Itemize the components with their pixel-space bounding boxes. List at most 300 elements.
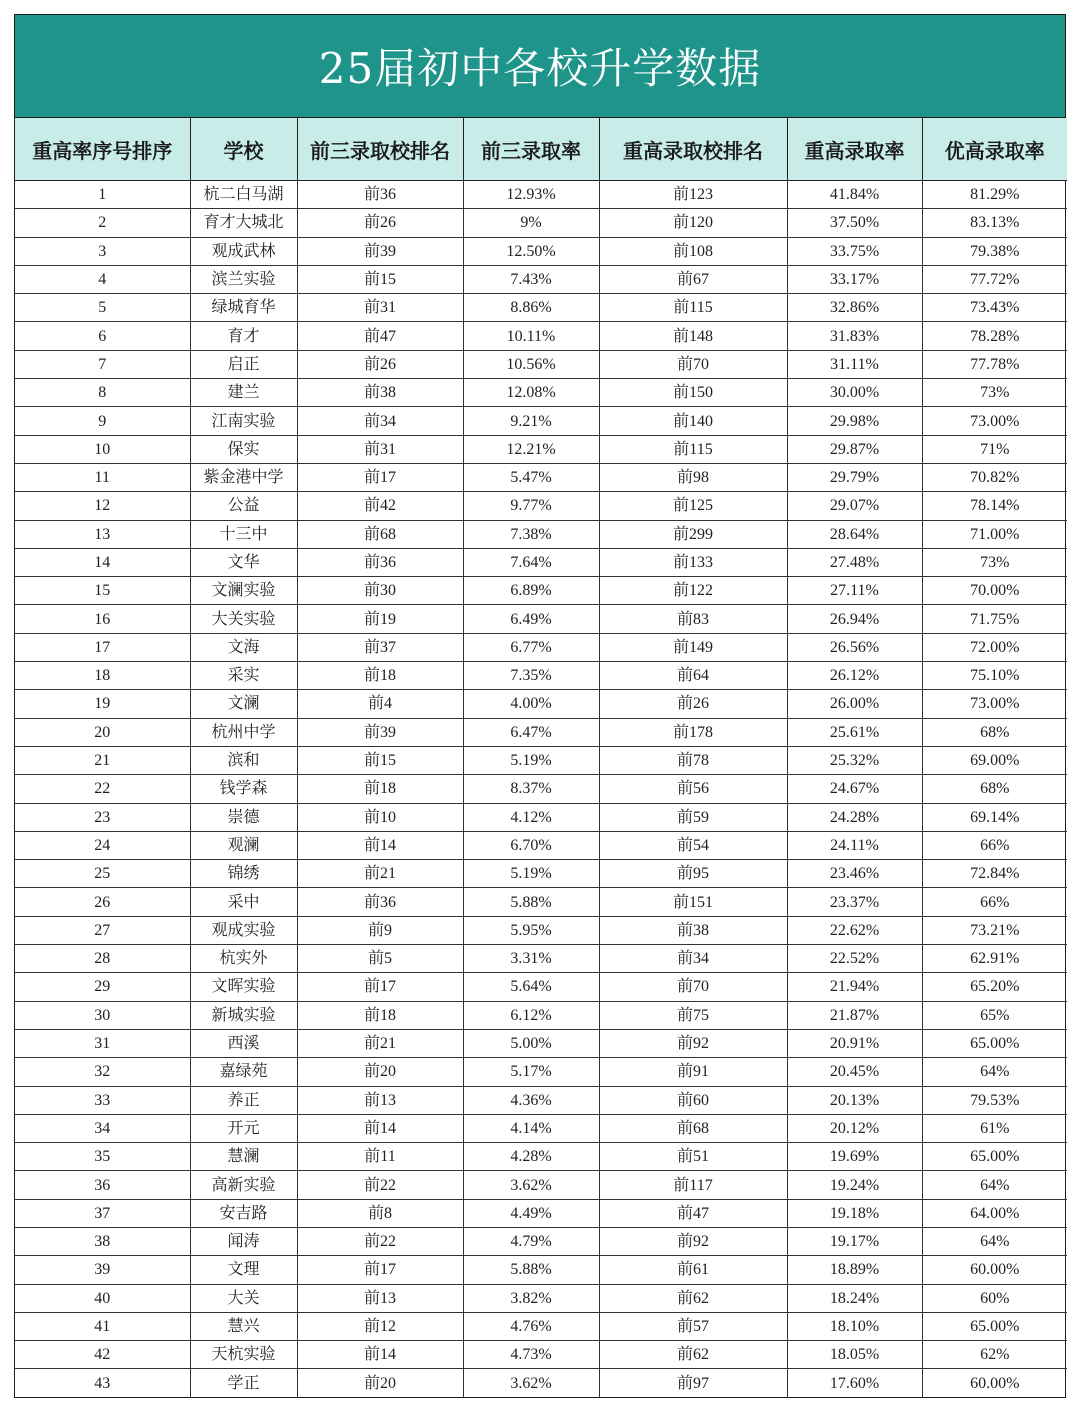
table-row [15, 1227, 1067, 1255]
table-body [15, 181, 1067, 1397]
school-cell: 江南实验 [190, 407, 297, 435]
data-sheet [14, 14, 1066, 1398]
top3-rank-cell: 前21 [297, 1029, 463, 1057]
top3-rank-cell: 前31 [297, 294, 463, 322]
top3-rate-cell: 12.93% [463, 181, 599, 209]
table-header [15, 118, 1067, 181]
top3-rate-cell: 3.62% [463, 1369, 599, 1397]
key-rank-cell: 前67 [599, 265, 787, 293]
rank-cell: 24 [15, 831, 190, 859]
school-cell: 文理 [190, 1256, 297, 1284]
school-cell: 紫金港中学 [190, 463, 297, 491]
key-rank-cell: 前97 [599, 1369, 787, 1397]
top3-rank-cell: 前17 [297, 973, 463, 1001]
key-rate-cell: 24.28% [787, 803, 922, 831]
key-rank-cell: 前115 [599, 435, 787, 463]
header-row [15, 118, 1067, 181]
top3-rank-cell: 前38 [297, 379, 463, 407]
key-rank-cell: 前123 [599, 181, 787, 209]
school-cell: 观成武林 [190, 237, 297, 265]
table-row [15, 1143, 1067, 1171]
good-rate-cell: 62.91% [922, 945, 1067, 973]
rank-cell: 43 [15, 1369, 190, 1397]
top3-rank-cell: 前8 [297, 1199, 463, 1227]
rank-cell: 9 [15, 407, 190, 435]
rank-cell: 21 [15, 746, 190, 774]
top3-rank-cell: 前21 [297, 860, 463, 888]
good-rate-cell: 69.14% [922, 803, 1067, 831]
key-rank-cell: 前68 [599, 1114, 787, 1142]
top3-rank-cell: 前19 [297, 605, 463, 633]
rank-cell: 30 [15, 1001, 190, 1029]
top3-rank-cell: 前26 [297, 209, 463, 237]
school-cell: 公益 [190, 492, 297, 520]
key-rank-cell: 前60 [599, 1086, 787, 1114]
table-row [15, 294, 1067, 322]
key-rank-cell: 前178 [599, 718, 787, 746]
good-rate-cell: 65% [922, 1001, 1067, 1029]
table-row [15, 860, 1067, 888]
table-row [15, 690, 1067, 718]
rank-cell: 3 [15, 237, 190, 265]
table-row [15, 1312, 1067, 1340]
good-rate-cell: 71% [922, 435, 1067, 463]
top3-rank-cell: 前4 [297, 690, 463, 718]
top3-rank-cell: 前14 [297, 1114, 463, 1142]
key-rate-cell: 28.64% [787, 520, 922, 548]
rank-cell: 36 [15, 1171, 190, 1199]
key-rank-cell: 前108 [599, 237, 787, 265]
top3-rank-cell: 前42 [297, 492, 463, 520]
school-cell: 天杭实验 [190, 1341, 297, 1369]
good-rate-cell: 65.00% [922, 1029, 1067, 1057]
table-row [15, 1114, 1067, 1142]
key-rate-cell: 21.87% [787, 1001, 922, 1029]
key-rank-cell: 前92 [599, 1227, 787, 1255]
rank-cell: 4 [15, 265, 190, 293]
table-row [15, 350, 1067, 378]
key-rate-cell: 23.37% [787, 888, 922, 916]
key-rank-cell: 前151 [599, 888, 787, 916]
school-cell: 安吉路 [190, 1199, 297, 1227]
key-rate-cell: 32.86% [787, 294, 922, 322]
top3-rate-cell: 7.43% [463, 265, 599, 293]
top3-rank-cell: 前34 [297, 407, 463, 435]
good-rate-cell: 73.21% [922, 916, 1067, 944]
key-rate-cell: 17.60% [787, 1369, 922, 1397]
key-rate-cell: 30.00% [787, 379, 922, 407]
top3-rank-cell: 前9 [297, 916, 463, 944]
table-row [15, 435, 1067, 463]
school-cell: 建兰 [190, 379, 297, 407]
top3-rank-cell: 前13 [297, 1284, 463, 1312]
top3-rate-cell: 12.50% [463, 237, 599, 265]
school-cell: 杭州中学 [190, 718, 297, 746]
top3-rate-cell: 4.79% [463, 1227, 599, 1255]
school-cell: 滨和 [190, 746, 297, 774]
key-rate-cell: 33.75% [787, 237, 922, 265]
key-rate-cell: 31.11% [787, 350, 922, 378]
good-rate-cell: 62% [922, 1341, 1067, 1369]
key-rank-cell: 前91 [599, 1058, 787, 1086]
top3-rank-cell: 前12 [297, 1312, 463, 1340]
good-rate-cell: 78.28% [922, 322, 1067, 350]
rank-cell: 37 [15, 1199, 190, 1227]
key-rank-cell: 前62 [599, 1284, 787, 1312]
school-cell: 崇德 [190, 803, 297, 831]
table-row [15, 237, 1067, 265]
rank-cell: 8 [15, 379, 190, 407]
rank-cell: 11 [15, 463, 190, 491]
rank-cell: 17 [15, 633, 190, 661]
key-rank-cell: 前98 [599, 463, 787, 491]
rank-cell: 32 [15, 1058, 190, 1086]
key-rate-cell: 26.56% [787, 633, 922, 661]
table-row [15, 662, 1067, 690]
good-rate-cell: 73.00% [922, 690, 1067, 718]
admission-table [15, 118, 1067, 1397]
rank-cell: 39 [15, 1256, 190, 1284]
top3-rate-cell: 7.38% [463, 520, 599, 548]
school-cell: 文海 [190, 633, 297, 661]
key-rank-cell: 前61 [599, 1256, 787, 1284]
school-cell: 采中 [190, 888, 297, 916]
top3-rate-cell: 6.49% [463, 605, 599, 633]
school-cell: 采实 [190, 662, 297, 690]
key-rate-cell: 20.13% [787, 1086, 922, 1114]
key-rank-cell: 前95 [599, 860, 787, 888]
table-row [15, 916, 1067, 944]
rank-cell: 40 [15, 1284, 190, 1312]
top3-rate-cell: 9.21% [463, 407, 599, 435]
rank-cell: 2 [15, 209, 190, 237]
school-cell: 绿城育华 [190, 294, 297, 322]
good-rate-cell: 72.00% [922, 633, 1067, 661]
rank-cell: 23 [15, 803, 190, 831]
top3-rate-cell: 6.77% [463, 633, 599, 661]
top3-rate-cell: 3.62% [463, 1171, 599, 1199]
rank-cell: 15 [15, 577, 190, 605]
top3-rate-cell: 10.56% [463, 350, 599, 378]
rank-cell: 38 [15, 1227, 190, 1255]
school-cell: 新城实验 [190, 1001, 297, 1029]
top3-rate-cell: 3.82% [463, 1284, 599, 1312]
top3-rank-cell: 前5 [297, 945, 463, 973]
top3-rate-cell: 10.11% [463, 322, 599, 350]
top3-rate-cell: 3.31% [463, 945, 599, 973]
top3-rate-cell: 5.47% [463, 463, 599, 491]
table-row [15, 1001, 1067, 1029]
key-rate-cell: 18.89% [787, 1256, 922, 1284]
table-row [15, 633, 1067, 661]
school-cell: 杭二白马湖 [190, 181, 297, 209]
table-row [15, 973, 1067, 1001]
key-rate-cell: 21.94% [787, 973, 922, 1001]
rank-cell: 18 [15, 662, 190, 690]
good-rate-cell: 77.78% [922, 350, 1067, 378]
rank-cell: 16 [15, 605, 190, 633]
good-rate-cell: 65.00% [922, 1312, 1067, 1340]
key-rate-cell: 22.52% [787, 945, 922, 973]
key-rate-cell: 26.00% [787, 690, 922, 718]
key-rate-cell: 22.62% [787, 916, 922, 944]
column-header-rank: 重高率序号排序 [15, 118, 190, 181]
good-rate-cell: 66% [922, 831, 1067, 859]
school-cell: 钱学森 [190, 775, 297, 803]
table-row [15, 407, 1067, 435]
school-cell: 闻涛 [190, 1227, 297, 1255]
key-rate-cell: 27.11% [787, 577, 922, 605]
good-rate-cell: 64.00% [922, 1199, 1067, 1227]
school-cell: 杭实外 [190, 945, 297, 973]
top3-rate-cell: 12.08% [463, 379, 599, 407]
top3-rate-cell: 4.73% [463, 1341, 599, 1369]
key-rate-cell: 23.46% [787, 860, 922, 888]
key-rate-cell: 19.18% [787, 1199, 922, 1227]
top3-rank-cell: 前68 [297, 520, 463, 548]
column-header-top3-rate: 前三录取率 [463, 118, 599, 181]
key-rate-cell: 26.94% [787, 605, 922, 633]
top3-rank-cell: 前47 [297, 322, 463, 350]
top3-rank-cell: 前36 [297, 888, 463, 916]
school-cell: 启正 [190, 350, 297, 378]
key-rate-cell: 31.83% [787, 322, 922, 350]
key-rank-cell: 前64 [599, 662, 787, 690]
top3-rate-cell: 4.49% [463, 1199, 599, 1227]
good-rate-cell: 75.10% [922, 662, 1067, 690]
rank-cell: 12 [15, 492, 190, 520]
good-rate-cell: 64% [922, 1227, 1067, 1255]
school-cell: 西溪 [190, 1029, 297, 1057]
good-rate-cell: 60.00% [922, 1256, 1067, 1284]
rank-cell: 6 [15, 322, 190, 350]
table-row [15, 746, 1067, 774]
key-rank-cell: 前70 [599, 350, 787, 378]
top3-rank-cell: 前31 [297, 435, 463, 463]
rank-cell: 34 [15, 1114, 190, 1142]
key-rate-cell: 19.24% [787, 1171, 922, 1199]
top3-rate-cell: 9.77% [463, 492, 599, 520]
top3-rank-cell: 前17 [297, 1256, 463, 1284]
table-row [15, 379, 1067, 407]
good-rate-cell: 81.29% [922, 181, 1067, 209]
good-rate-cell: 68% [922, 775, 1067, 803]
school-cell: 十三中 [190, 520, 297, 548]
top3-rate-cell: 5.88% [463, 888, 599, 916]
key-rate-cell: 25.61% [787, 718, 922, 746]
good-rate-cell: 70.00% [922, 577, 1067, 605]
key-rank-cell: 前34 [599, 945, 787, 973]
key-rate-cell: 29.07% [787, 492, 922, 520]
top3-rank-cell: 前26 [297, 350, 463, 378]
key-rate-cell: 29.98% [787, 407, 922, 435]
good-rate-cell: 68% [922, 718, 1067, 746]
good-rate-cell: 70.82% [922, 463, 1067, 491]
top3-rank-cell: 前39 [297, 718, 463, 746]
top3-rate-cell: 4.76% [463, 1312, 599, 1340]
key-rate-cell: 18.24% [787, 1284, 922, 1312]
key-rank-cell: 前140 [599, 407, 787, 435]
table-row [15, 831, 1067, 859]
rank-cell: 5 [15, 294, 190, 322]
school-cell: 养正 [190, 1086, 297, 1114]
table-row [15, 1256, 1067, 1284]
top3-rank-cell: 前22 [297, 1171, 463, 1199]
key-rate-cell: 41.84% [787, 181, 922, 209]
school-cell: 锦绣 [190, 860, 297, 888]
column-header-good-rate: 优高录取率 [922, 118, 1067, 181]
top3-rate-cell: 4.00% [463, 690, 599, 718]
top3-rate-cell: 7.35% [463, 662, 599, 690]
key-rank-cell: 前62 [599, 1341, 787, 1369]
table-row [15, 1086, 1067, 1114]
rank-cell: 20 [15, 718, 190, 746]
column-header-key-rank: 重高录取校排名 [599, 118, 787, 181]
school-cell: 慧兴 [190, 1312, 297, 1340]
key-rate-cell: 24.67% [787, 775, 922, 803]
good-rate-cell: 60% [922, 1284, 1067, 1312]
good-rate-cell: 71.75% [922, 605, 1067, 633]
table-row [15, 322, 1067, 350]
top3-rate-cell: 5.17% [463, 1058, 599, 1086]
top3-rank-cell: 前20 [297, 1058, 463, 1086]
key-rate-cell: 24.11% [787, 831, 922, 859]
key-rank-cell: 前51 [599, 1143, 787, 1171]
rank-cell: 14 [15, 548, 190, 576]
key-rate-cell: 20.91% [787, 1029, 922, 1057]
top3-rate-cell: 4.28% [463, 1143, 599, 1171]
top3-rank-cell: 前20 [297, 1369, 463, 1397]
rank-cell: 27 [15, 916, 190, 944]
key-rank-cell: 前38 [599, 916, 787, 944]
key-rank-cell: 前120 [599, 209, 787, 237]
key-rank-cell: 前92 [599, 1029, 787, 1057]
key-rank-cell: 前149 [599, 633, 787, 661]
key-rank-cell: 前150 [599, 379, 787, 407]
key-rank-cell: 前26 [599, 690, 787, 718]
school-cell: 大关 [190, 1284, 297, 1312]
good-rate-cell: 79.53% [922, 1086, 1067, 1114]
key-rank-cell: 前148 [599, 322, 787, 350]
key-rank-cell: 前70 [599, 973, 787, 1001]
good-rate-cell: 64% [922, 1058, 1067, 1086]
school-cell: 保实 [190, 435, 297, 463]
key-rate-cell: 29.79% [787, 463, 922, 491]
top3-rank-cell: 前14 [297, 1341, 463, 1369]
top3-rate-cell: 4.36% [463, 1086, 599, 1114]
table-row [15, 265, 1067, 293]
rank-cell: 13 [15, 520, 190, 548]
good-rate-cell: 66% [922, 888, 1067, 916]
school-cell: 育才大城北 [190, 209, 297, 237]
key-rank-cell: 前117 [599, 1171, 787, 1199]
good-rate-cell: 73.43% [922, 294, 1067, 322]
good-rate-cell: 60.00% [922, 1369, 1067, 1397]
key-rate-cell: 33.17% [787, 265, 922, 293]
key-rank-cell: 前122 [599, 577, 787, 605]
key-rate-cell: 19.69% [787, 1143, 922, 1171]
key-rate-cell: 29.87% [787, 435, 922, 463]
school-cell: 观澜 [190, 831, 297, 859]
key-rank-cell: 前78 [599, 746, 787, 774]
rank-cell: 28 [15, 945, 190, 973]
table-row [15, 605, 1067, 633]
top3-rank-cell: 前18 [297, 775, 463, 803]
top3-rank-cell: 前17 [297, 463, 463, 491]
table-row [15, 1341, 1067, 1369]
good-rate-cell: 83.13% [922, 209, 1067, 237]
table-row [15, 1171, 1067, 1199]
top3-rank-cell: 前11 [297, 1143, 463, 1171]
good-rate-cell: 73.00% [922, 407, 1067, 435]
table-row [15, 548, 1067, 576]
key-rank-cell: 前299 [599, 520, 787, 548]
school-cell: 开元 [190, 1114, 297, 1142]
rank-cell: 19 [15, 690, 190, 718]
table-row [15, 577, 1067, 605]
top3-rate-cell: 5.19% [463, 746, 599, 774]
school-cell: 文澜 [190, 690, 297, 718]
table-row [15, 463, 1067, 491]
top3-rank-cell: 前15 [297, 265, 463, 293]
top3-rate-cell: 12.21% [463, 435, 599, 463]
table-row [15, 775, 1067, 803]
school-cell: 嘉绿苑 [190, 1058, 297, 1086]
rank-cell: 41 [15, 1312, 190, 1340]
top3-rank-cell: 前15 [297, 746, 463, 774]
good-rate-cell: 73% [922, 548, 1067, 576]
top3-rate-cell: 6.12% [463, 1001, 599, 1029]
rank-cell: 33 [15, 1086, 190, 1114]
school-cell: 大关实验 [190, 605, 297, 633]
column-header-school: 学校 [190, 118, 297, 181]
good-rate-cell: 65.20% [922, 973, 1067, 1001]
key-rate-cell: 19.17% [787, 1227, 922, 1255]
key-rank-cell: 前57 [599, 1312, 787, 1340]
school-cell: 学正 [190, 1369, 297, 1397]
table-row [15, 1369, 1067, 1397]
table-row [15, 1284, 1067, 1312]
good-rate-cell: 61% [922, 1114, 1067, 1142]
good-rate-cell: 71.00% [922, 520, 1067, 548]
key-rank-cell: 前59 [599, 803, 787, 831]
top3-rank-cell: 前37 [297, 633, 463, 661]
key-rate-cell: 18.10% [787, 1312, 922, 1340]
top3-rank-cell: 前39 [297, 237, 463, 265]
top3-rate-cell: 6.47% [463, 718, 599, 746]
school-cell: 滨兰实验 [190, 265, 297, 293]
good-rate-cell: 73% [922, 379, 1067, 407]
top3-rate-cell: 4.12% [463, 803, 599, 831]
top3-rate-cell: 6.70% [463, 831, 599, 859]
good-rate-cell: 79.38% [922, 237, 1067, 265]
school-cell: 观成实验 [190, 916, 297, 944]
top3-rate-cell: 5.00% [463, 1029, 599, 1057]
top3-rank-cell: 前30 [297, 577, 463, 605]
top3-rate-cell: 9% [463, 209, 599, 237]
top3-rate-cell: 4.14% [463, 1114, 599, 1142]
table-row [15, 1199, 1067, 1227]
good-rate-cell: 65.00% [922, 1143, 1067, 1171]
table-row [15, 1029, 1067, 1057]
rank-cell: 1 [15, 181, 190, 209]
rank-cell: 22 [15, 775, 190, 803]
rank-cell: 25 [15, 860, 190, 888]
key-rank-cell: 前56 [599, 775, 787, 803]
rank-cell: 10 [15, 435, 190, 463]
table-row [15, 492, 1067, 520]
key-rank-cell: 前133 [599, 548, 787, 576]
